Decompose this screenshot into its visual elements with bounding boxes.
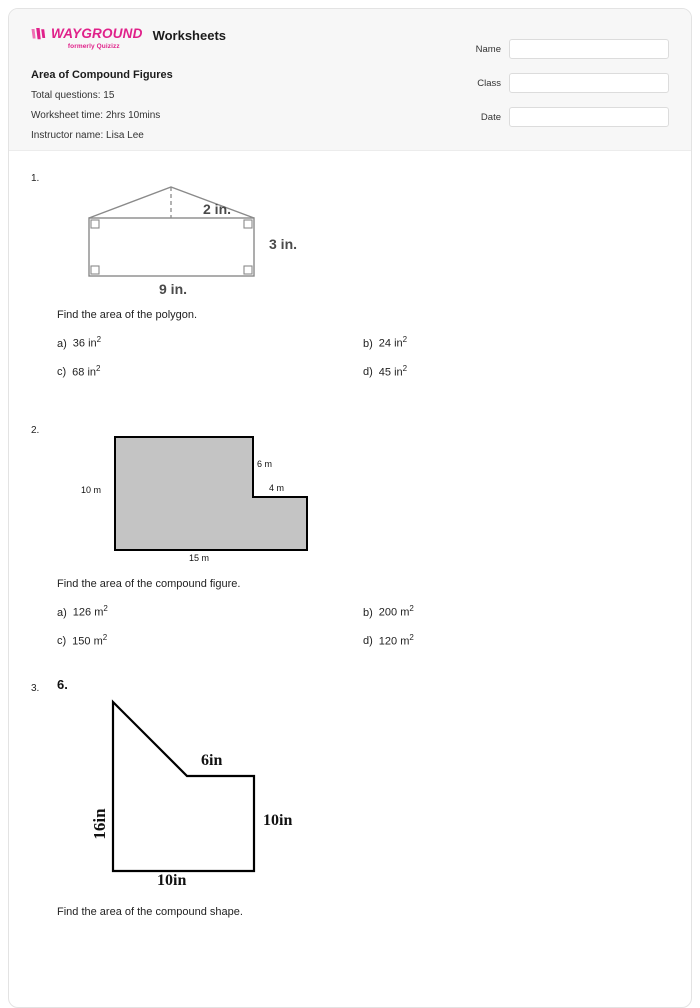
question-1-prompt: Find the area of the polygon. [57,309,198,321]
worksheet-header [9,9,691,151]
meta-worksheet-time: Worksheet time: 2hrs 10mins [31,110,161,121]
date-label: Date [480,111,501,123]
class-label: Class [477,77,501,89]
option-text: 36 in [72,337,97,350]
question-2-number: 2. [31,425,40,436]
name-label: Name [475,43,501,55]
question-1-option-b[interactable] [363,335,669,350]
question-3-figure [31,694,669,890]
option-exponent: 2 [402,363,408,373]
label-rect-side: 3 in. [269,236,298,252]
meta-instructor-name: Instructor name: Lisa Lee [31,130,144,141]
class-input[interactable] [509,73,669,93]
field-row-class [449,73,669,93]
option-key: b) [363,337,373,350]
option-key: c) [57,635,67,648]
logo-main [31,27,143,41]
label-rect-base: 9 in. [159,281,188,297]
option-key: d) [363,635,373,648]
option-key: c) [57,366,67,379]
option-text: 45 in [378,366,403,379]
meta-total-questions: Total questions: 15 [31,90,115,101]
option-exponent: 2 [102,632,108,642]
question-2-option-a[interactable] [57,604,363,619]
question-2-figure [31,425,669,563]
worksheet-meta [31,69,361,141]
question-2-option-b[interactable] [363,604,669,619]
option-exponent: 2 [103,604,108,613]
option-exponent: 2 [409,604,414,613]
option-text: 24 in [378,337,403,350]
option-text: 200 m [378,606,410,619]
trapezoid-compound-polygon-figure [57,694,337,884]
option-exponent: 2 [402,335,408,344]
question-2-prompt: Find the area of the compound figure. [57,578,241,590]
label-bottom-side: 10in [157,872,187,890]
field-row-date [449,107,669,127]
label-triangle-height: 2 in. [203,201,232,217]
brand-row [31,27,361,53]
label-inner-horizontal: 4 m [269,483,285,493]
option-key: a) [57,337,67,350]
label-inner-vertical: 6 m [257,459,273,469]
question-1-figure [31,173,669,303]
option-exponent: 2 [409,632,414,642]
wayground-chevron-icon [31,27,48,41]
question-1 [31,173,669,393]
student-fields [449,27,669,141]
worksheet-page [8,8,692,1008]
question-1-option-d[interactable] [363,364,669,379]
question-2-options [31,604,669,647]
question-2-option-c[interactable] [57,633,363,648]
logo-wordmark: WAYGROUND [51,26,143,42]
label-left-side: 16in [90,808,109,840]
worksheet-title: Area of Compound Figures [31,69,173,81]
option-exponent: 2 [96,363,101,373]
label-right-side: 10in [263,812,293,830]
question-1-option-a[interactable] [57,335,363,350]
name-input[interactable] [509,39,669,59]
option-key: a) [57,606,67,619]
question-1-option-c[interactable] [57,364,363,379]
label-top-side: 6in [201,752,223,770]
option-text: 150 m [72,635,103,648]
label-left-side: 10 m [81,485,102,495]
option-text: 120 m [378,635,410,648]
question-1-options [31,335,669,378]
question-3 [31,677,669,918]
question-3-sub-label: 6. [57,677,68,693]
question-1-number: 1. [31,173,40,184]
app-title: Worksheets [152,28,227,43]
question-2-option-d[interactable] [363,633,669,648]
wayground-logo [31,27,143,50]
option-text: 68 in [72,366,97,379]
date-input[interactable] [509,107,669,127]
field-row-name [449,39,669,59]
logo-subtitle: formerly Quizizz [67,43,120,50]
question-3-number: 3. [31,683,40,695]
option-exponent: 2 [96,335,102,344]
questions-list [9,151,691,918]
option-text: 126 m [72,606,104,619]
label-bottom-side: 15 m [189,553,210,563]
header-left [31,27,361,150]
option-key: d) [363,366,373,379]
option-key: b) [363,606,373,619]
question-3-prompt: Find the area of the compound shape. [57,906,243,919]
question-2 [31,425,669,647]
